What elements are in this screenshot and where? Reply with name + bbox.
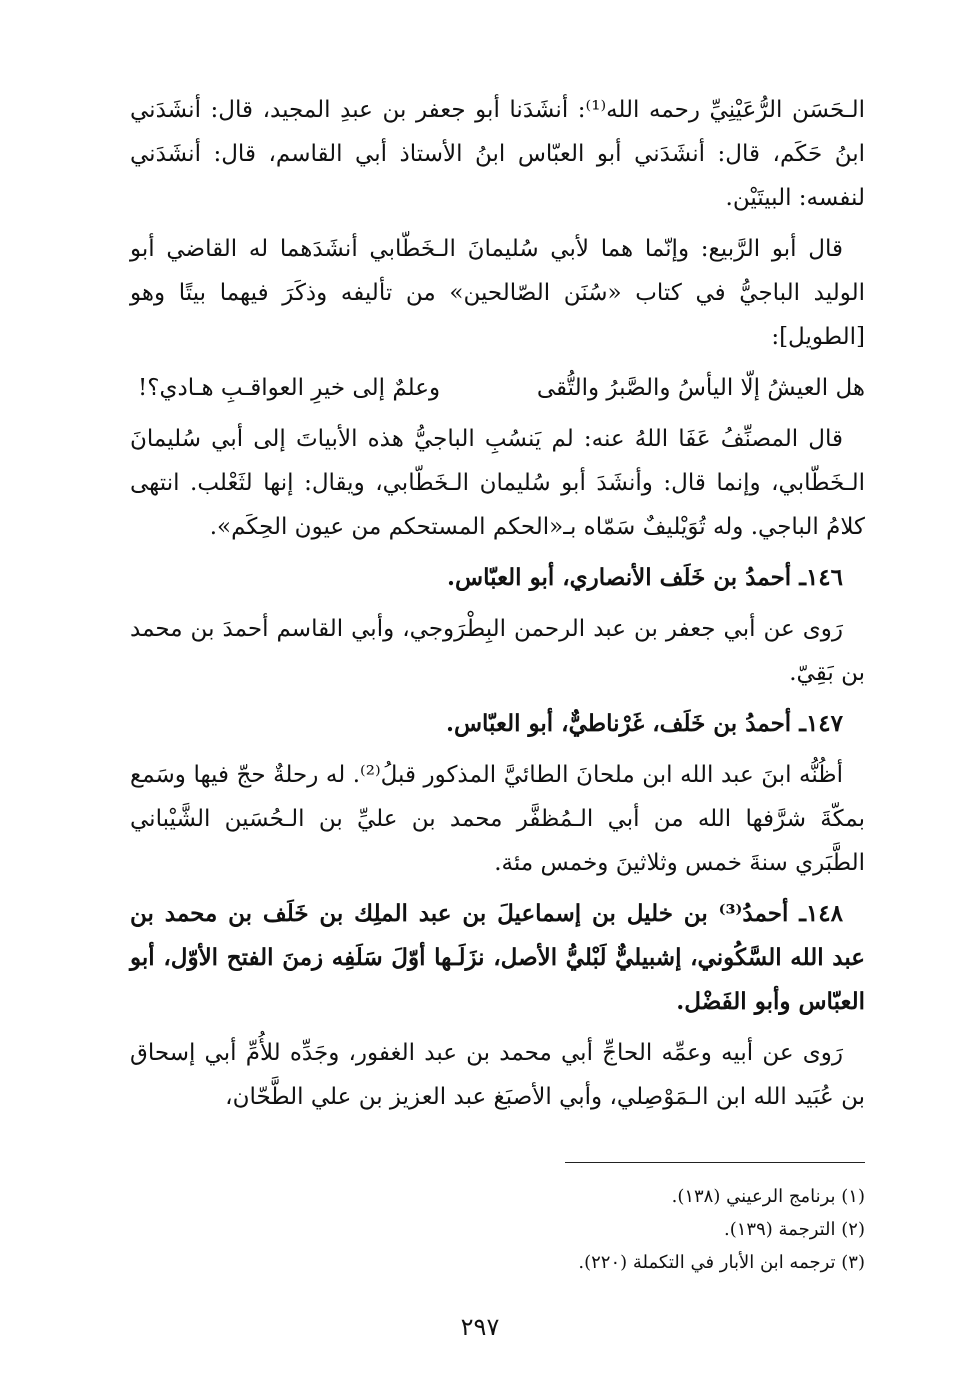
footnote-divider bbox=[565, 1162, 865, 1163]
entry-heading-147: ١٤٧ـ أحمدُ بن خَلَف، غَرْناطيٌّ، أبو العبّاس. bbox=[445, 710, 843, 737]
paragraph-opening: الـحَسَن الرُّعَيْنِيِّ رحمه الله⁽¹⁾: أنشَدَنا أبو جعفر بن عبدِ المجيد، قال: أنشَدَني ابنُ حَكَم، قال: أنشَدَني أبو العبّاس ابنُ الأستاذ أبي القاسم، قال: أنشَدَني لنفسه: البيتَيْن. bbox=[130, 97, 865, 211]
entry-body-148: رَوى عن أبيه وعمِّه الحاجِّ أبي محمد بن عبد الغفور، وجَدِّه للأُمِّ أبي إسحاق بن عُبَيد الله ابن الـمَوْصِلي، وأبي الأصبَغ عبد العزيز بن علي الطَّحّان، bbox=[130, 1040, 865, 1110]
footnote-3: (٣) ترجمه ابن الأبار في التكملة (٢٢٠). bbox=[578, 1252, 865, 1273]
poem-verse bbox=[130, 366, 865, 410]
verse-first-hemistich: هل العيشُ إلّا اليأسُ والصَّبرُ والتُّقى bbox=[536, 375, 865, 401]
verse-second-hemistich: وعلمٌ إلى خيرِ العواقـبِ هـادي؟! bbox=[138, 375, 441, 401]
footnote-1: (١) برنامج الرعيني (١٣٨). bbox=[671, 1186, 865, 1207]
footnote-2: (٢) الترجمة (١٣٩). bbox=[724, 1219, 865, 1240]
page-number: ٢٩٧ bbox=[460, 1313, 500, 1341]
paragraph-author-note: قال المصنِّفُ عَفَا اللهُ عنه: لم يَنسُبِ الباجيُّ هذه الأبياتَ إلى أبي سُليمانَ الـخَطّابي، وإنما قال: وأنشَدَ أبو سُليمان الـخَطّابي، ويقال: إنها لثَعْلب. انتهى كلامُ الباجي. وله تُوَيْليفٌ سَمّاه بـ«الحكم المستحكم من عيون الحِكَم». bbox=[130, 426, 865, 540]
entry-body-146: رَوى عن أبي جعفر بن عبد الرحمن البِطْرَوجي، وأبي القاسم أحمدَ بن محمد بن بَقِيّ. bbox=[130, 616, 865, 686]
entry-heading-146: ١٤٦ـ أحمدُ بن خَلَف الأنصاري، أبو العبّاس. bbox=[447, 564, 843, 591]
footnotes bbox=[365, 1180, 865, 1279]
main-text bbox=[130, 88, 865, 1119]
entry-heading-148: ١٤٨ـ أحمدُ⁽³⁾ بن خليل بن إسماعيلَ بن عبد الملِك بن خَلَف بن محمد بن عبد الله السَّكُوني، إشبيليٌّ لَبْليُّ الأصل، نزَلَـها أوّلَ سَلَفِه زمنَ الفتح الأوّل، أبو العبّاس وأبو الفَضْل. bbox=[130, 900, 865, 1015]
paragraph-abu-rabi: قال أبو الرَّبيع: وإنّما هما لأبي سُليمانَ الـخَطّابي أنشَدَهما له القاضي أبو الوليد الباجيُّ في كتاب «سُنَن الصّالحين» من تأليفه وذكَرَ فيهما بيتًا وهو [الطويل]: bbox=[130, 236, 865, 350]
entry-body-147: أظُنُّه ابنَ عبد الله ابن ملحانَ الطائيَّ المذكور قبلُ⁽²⁾. له رحلةٌ حجّ فيها وسَمع بمكّةَ شرَّفها الله من أبي الـمُظفَّر محمد بن عليِّ بن الـحُسَين الشَّيْباني الطَّبَري سنةَ خمس وثلاثينَ وخمس مئة. bbox=[130, 762, 865, 876]
